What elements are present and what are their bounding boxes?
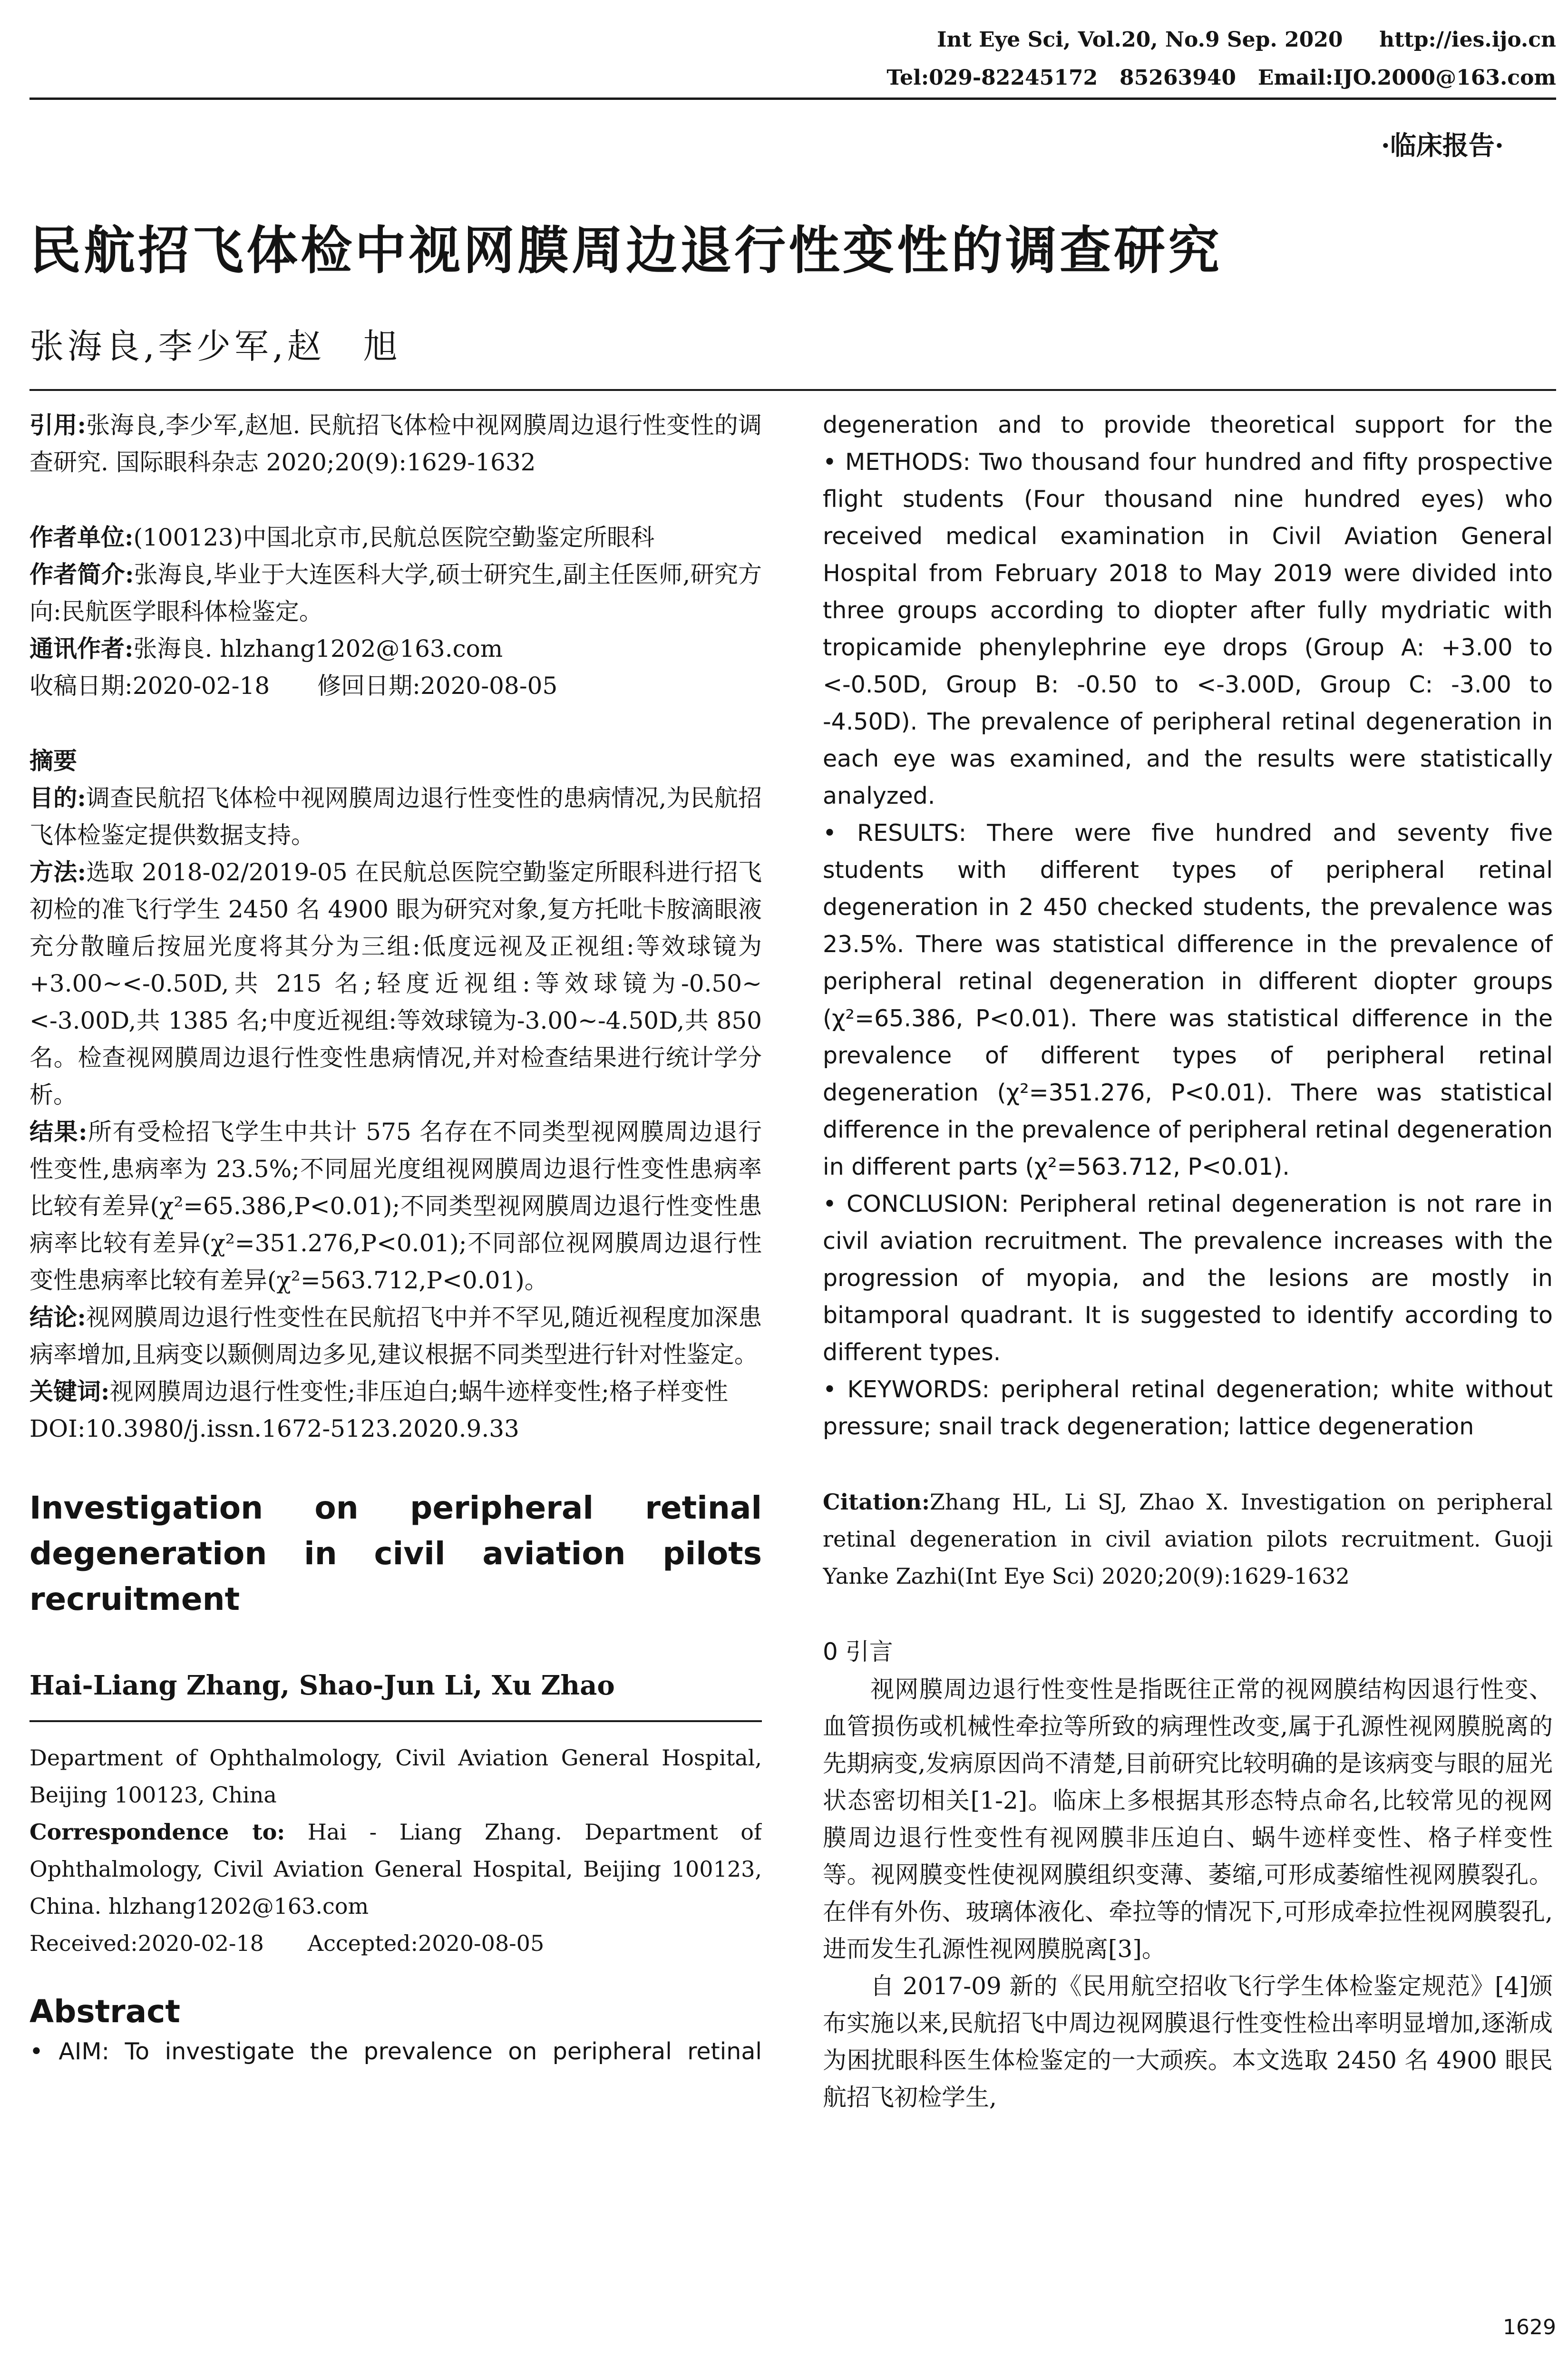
cn-methods-label: 方法: xyxy=(29,858,87,886)
cn-conclusion-label: 结论: xyxy=(29,1303,86,1331)
cn-results-text: 所有受检招飞学生中共计 575 名存在不同类型视网膜周边退行性变性,患病率为 23.5%;不同屈光度组视网膜周边退行性变性患病率比较有差异(χ²=65.386,P<0.01);不同类型视网膜周边退行性变性患病率比较有差异(χ²=351.276,P<0.01);不同部位视网膜周边退行性变性患病率比较有差异(χ²=563.712,P<0.01)。 xyxy=(29,1118,762,1294)
title-english: Investigation on peripheral retinal degeneration in civil aviation pilots recruitment xyxy=(29,1490,762,1617)
en-abstract-heading: Abstract xyxy=(29,1993,180,2030)
cn-affiliation-text: (100123)中国北京市,民航总医院空勤鉴定所眼科 xyxy=(133,524,655,551)
en-citation-label: Citation: xyxy=(823,1489,930,1515)
cn-abstract-heading-text: 摘要 xyxy=(29,747,77,775)
en-affiliation: Department of Ophthalmology, Civil Aviation General Hospital, Beijing 100123, China xyxy=(29,1745,762,1808)
title-rule xyxy=(29,389,1556,391)
cn-citation-text: 张海良,李少军,赵旭. 民航招飞体检中视网膜周边退行性变性的调查研究. 国际眼科杂志 2020;20(9):1629-1632 xyxy=(29,411,762,476)
cn-bio-text: 张海良,毕业于大连医科大学,硕士研究生,副主任医师,研究方向:民航医学眼科体检鉴定。 xyxy=(29,561,762,625)
en-correspondence xyxy=(29,1813,762,1925)
cn-keywords xyxy=(29,1373,762,1410)
cn-citation xyxy=(29,407,762,481)
en-corr-text: Hai - Liang Zhang. Department of Ophthalmology, Civil Aviation General Hospital, Beijing 100123, China. hlzhang1202@163.com xyxy=(29,1819,762,1919)
cn-abstract-conclusion xyxy=(29,1299,762,1373)
page-number: 1629 xyxy=(1503,2315,1556,2339)
cn-conclusion-text: 视网膜周边退行性变性在民航招飞中并不罕见,随近视程度加深患病率增加,且病变以颞侧周边多见,建议根据不同类型进行针对性鉴定。 xyxy=(29,1304,762,1368)
en-citation-text: Zhang HL, Li SJ, Zhao X. Investigation on peripheral retinal degeneration in civil aviation pilots recruitment. Guoji Yanke Zazhi(Int Eye Sci) 2020;20(9):1629-1632 xyxy=(823,1489,1553,1589)
cn-citation-label: 引用: xyxy=(29,411,86,439)
cn-keywords-text: 视网膜周边退行性变性;非压迫白;蜗牛迹样变性;格子样变性 xyxy=(109,1378,729,1405)
cn-dates: 收稿日期:2020-02-18 修回日期:2020-08-05 xyxy=(29,672,558,700)
intro-paragraph-1: 视网膜周边退行性变性是指既往正常的视网膜结构因退行性变、血管损伤或机械性牵拉等所致的病理性改变,属于孔源性视网膜脱离的先期病变,发病原因尚不清楚,目前研究比较明确的是该病变与眼的屈光状态密切相关[1-2]。临床上多根据其形态特点命名,比较常见的视网膜周边退行性变性有视网膜非压迫白、蜗牛迹样变性、格子样变性等。视网膜变性使视网膜组织变薄、萎缩,可形成萎缩性视网膜裂孔。在伴有外伤、玻璃体液化、牵拉等的情况下,可形成牵拉性视网膜裂孔,进而发生孔源性视网膜脱离[3]。 xyxy=(823,1676,1553,1963)
cn-bio-label: 作者简介: xyxy=(29,560,134,588)
en-abstract-aim: • AIM: To investigate the prevalence on peripheral retinal xyxy=(29,2038,762,2065)
cn-corr-text: 张海良. hlzhang1202@163.com xyxy=(133,635,503,662)
cn-methods-text: 选取 2018-02/2019-05 在民航总医院空勤鉴定所眼科进行招飞初检的准飞行学生 2450 名 4900 眼为研究对象,复方托吡卡胺滴眼液充分散瞳后按屈光度将其分为三组:低度远视及正视组:等效球镜为+3.00~<-0.50D,共 215 名;轻度近视组:等效球镜为-0.50~<-3.00D,共 1385 名;中度近视组:等效球镜为-3.00~-4.50D,共 850 名。检查视网膜周边退行性变性患病情况,并对检查结果进行统计学分析。 xyxy=(29,858,762,1109)
authors-rule xyxy=(29,1720,762,1722)
section-label: ·临床报告· xyxy=(1381,130,1504,161)
journal-header-line2: Tel:029-82245172 85263940 Email:IJO.2000@163.com xyxy=(886,66,1556,90)
cn-bio xyxy=(29,556,762,630)
en-abstract-keywords: • KEYWORDS: peripheral retinal degeneration; white without pressure; snail track degeneration; lattice degeneration xyxy=(823,1376,1553,1440)
cn-correspondence xyxy=(29,630,762,667)
intro-heading: 0 引言 xyxy=(823,1638,893,1666)
header-rule xyxy=(29,97,1556,100)
en-citation xyxy=(823,1483,1553,1595)
en-corr-label: Correspondence to: xyxy=(29,1819,285,1845)
right-column xyxy=(823,407,1553,2309)
en-abstract-aim-continued xyxy=(823,407,1553,444)
en-abstract-conclusion: • CONCLUSION: Peripheral retinal degeneration is not rare in civil aviation recruitment. The prevalence increases with the progression of myopia, and the lesions are mostly in bitamporal quadrant. It is suggested to identify according to different types. xyxy=(823,1190,1553,1366)
cn-abstract-methods xyxy=(29,854,762,1113)
cn-abstract-aim xyxy=(29,779,762,854)
cn-doi: DOI:10.3980/j.issn.1672-5123.2020.9.33 xyxy=(29,1415,519,1442)
en-abstract-results: • RESULTS: There were five hundred and seventy five students with different types of peripheral retinal degeneration in 2 450 checked students, the prevalence was 23.5%. There was statistical difference in the prevalence of peripheral retinal degeneration in different diopter groups (χ²=65.386, P<0.01). There was statistical difference in the prevalence of different types of peripheral retinal degeneration (χ²=351.276, P<0.01). There was statistical difference in the prevalence of peripheral retinal degeneration in different parts (χ²=563.712, P<0.01). xyxy=(823,819,1553,1180)
authors-chinese: 张海良,李少军,赵 旭 xyxy=(29,326,401,366)
en-abstract-methods: • METHODS: Two thousand four hundred and fifty prospective flight students (Four thousand nine hundred eyes) who received medical examination in Civil Aviation General Hospital from February 2018 to May 2019 were divided into three groups according to diopter after fully mydriatic with tropicamide phenylephrine eye drops (Group A: +3.00 to <-0.50D, Group B: -0.50 to <-3.00D, Group C: -3.00 to -4.50D). The prevalence of peripheral retinal degeneration in each eye was examined, and the results were statistically analyzed. xyxy=(823,448,1553,809)
title-chinese: 民航招飞体检中视网膜周边退行性变性的调查研究 xyxy=(29,221,1223,281)
cn-affiliation-label: 作者单位: xyxy=(29,523,134,551)
cn-abstract-results xyxy=(29,1113,762,1299)
cn-abstract-heading xyxy=(29,742,762,779)
en-dates: Received:2020-02-18 Accepted:2020-08-05 xyxy=(29,1930,545,1956)
intro-paragraph-2: 自 2017-09 新的《民用航空招收飞行学生体检鉴定规范》[4]颁布实施以来,民航招飞中周边视网膜退行性变性检出率明显增加,逐渐成为困扰眼科医生体检鉴定的一大顽疾。本文选取 2450 名 4900 眼民航招飞初检学生, xyxy=(823,1972,1553,2111)
cn-aim-text: 调查民航招飞体检中视网膜周边退行性变性的患病情况,为民航招飞体检鉴定提供数据支持。 xyxy=(29,784,762,849)
cn-affiliation xyxy=(29,519,762,556)
cn-aim-label: 目的: xyxy=(29,784,86,812)
cn-corr-label: 通讯作者: xyxy=(29,634,134,662)
left-column xyxy=(29,407,762,2166)
authors-english: Hai-Liang Zhang, Shao-Jun Li, Xu Zhao xyxy=(29,1670,615,1701)
cn-keywords-label: 关键词: xyxy=(29,1377,110,1405)
journal-header-line1: Int Eye Sci, Vol.20, No.9 Sep. 2020 http://ies.ijo.cn xyxy=(936,28,1556,52)
en-abstract-aim-continued-text: degeneration and to provide theoretical support for the xyxy=(823,411,1553,438)
cn-results-label: 结果: xyxy=(29,1118,88,1146)
